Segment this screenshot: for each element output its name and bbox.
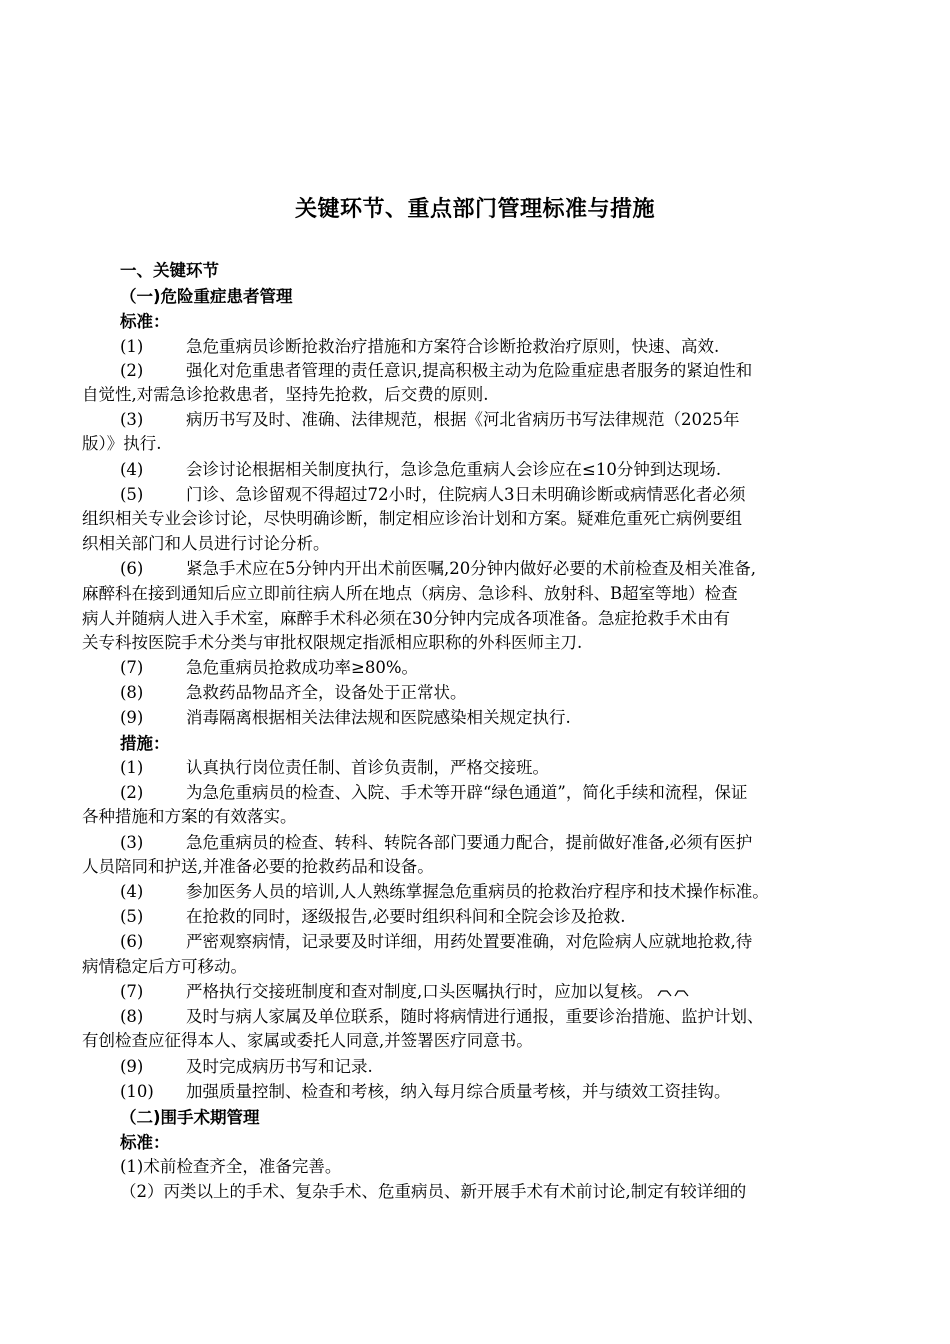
list-item: (5) 在抢救的同时，逐级报告,必要时组织科间和全院会诊及抢救. [120, 907, 626, 926]
list-item: (9) 消毒隔离根据相关法律法规和医院感染相关规定执行. [120, 708, 571, 727]
list-item: (2) 为急危重病员的检查、入院、手术等开辟“绿色通道”，简化手续和流程，保证 [120, 783, 748, 802]
subsection-heading: （一)危险重症患者管理 [120, 287, 293, 306]
list-item: (1) 认真执行岗位责任制、首诊负责制，严格交接班。 [120, 758, 549, 777]
standards-label: 标准： [120, 312, 170, 331]
list-item: (8) 及时与病人家属及单位联系，随时将病情进行通报，重要诊治措施、监护计划、 [120, 1007, 764, 1026]
list-item-continuation: 组织相关专业会诊讨论，尽快明确诊断，制定相应诊治计划和方案。疑难危重死亡病例要组 [82, 509, 742, 528]
list-item: （2）丙类以上的手术、复杂手术、危重病员、新开展手术有术前讨论,制定有较详细的 [120, 1182, 747, 1201]
list-item: (3) 急危重病员的检查、转科、转院各部门要通力配合，提前做好准备,必须有医护 [120, 833, 753, 852]
list-item: (6) 紧急手术应在5分钟内开出术前医嘱,20分钟内做好必要的术前检查及相关准备, [120, 559, 756, 578]
list-item: (4) 参加医务人员的培训,人人熟练掌握急危重病员的抢救治疗程序和技术操作标准。 [120, 882, 769, 901]
list-item: (9) 及时完成病历书写和记录. [120, 1057, 373, 1076]
list-item: (8) 急救药品物品齐全，设备处于正常状。 [120, 683, 467, 702]
measures-label: 措施： [120, 734, 170, 753]
section-heading: 一、关键环节 [120, 261, 219, 280]
list-item-continuation: 织相关部门和人员进行讨论分析。 [82, 534, 330, 553]
list-item: (7) 急危重病员抢救成功率≥80%。 [120, 658, 418, 677]
list-item: (5) 门诊、急诊留观不得超过72小时，住院病人3日未明确诊断或病情恶化者必须 [120, 485, 746, 504]
list-item: (1) 急危重病员诊断抢救治疗措施和方案符合诊断抢救治疗原则，快速、高效. [120, 337, 720, 356]
list-item-continuation: 关专科按医院手术分类与审批权限规定指派相应职称的外科医师主刀. [82, 633, 583, 652]
squiggle-mark-icon [657, 989, 689, 997]
list-item: (4) 会诊讨论根据相关制度执行，急诊急危重病人会诊应在≤10分钟到达现场. [120, 460, 722, 479]
list-item: (6) 严密观察病情，记录要及时详细，用药处置要准确，对危险病人应就地抢救,待 [120, 932, 753, 951]
list-item: (2) 强化对危重患者管理的责任意识,提高积极主动为危险重症患者服务的紧迫性和 [120, 361, 753, 380]
list-item-continuation: 各种措施和方案的有效落实。 [82, 807, 297, 826]
list-item-continuation: 版）》执行. [82, 434, 162, 453]
list-item-continuation: 自觉性,对需急诊抢救患者，坚持先抢救，后交费的原则. [82, 385, 489, 404]
list-item-continuation: 有创检查应征得本人、家属或委托人同意,并签署医疗同意书。 [82, 1031, 533, 1050]
document-title: 关键环节、重点部门管理标准与措施 [294, 197, 655, 222]
subsection-heading: （二)围手术期管理 [120, 1108, 260, 1127]
list-item-continuation: 病人并随病人进入手术室，麻醉手术科必须在30分钟内完成各项准备。急症抢救手术由有 [82, 609, 730, 628]
list-item-continuation: 人员陪同和护送,并准备必要的抢救药品和设备。 [82, 857, 434, 876]
list-item: (7) 严格执行交接班制度和查对制度,口头医嘱执行时，应加以复核。 [82, 981, 862, 1003]
list-item-continuation: 麻醉科在接到通知后应立即前往病人所在地点（病房、急诊科、放射科、B超室等地）检查 [82, 584, 738, 603]
list-item: (1)术前检查齐全，准备完善。 [120, 1157, 342, 1176]
standards-label: 标准： [120, 1133, 170, 1152]
list-item: (3) 病历书写及时、准确、法律规范，根据《河北省病历书写法律规范（2025年 [120, 410, 740, 429]
list-item: (10) 加强质量控制、检查和考核，纳入每月综合质量考核，并与绩效工资挂钩。 [120, 1082, 731, 1101]
list-item-continuation: 病情稳定后方可移动。 [82, 957, 247, 976]
